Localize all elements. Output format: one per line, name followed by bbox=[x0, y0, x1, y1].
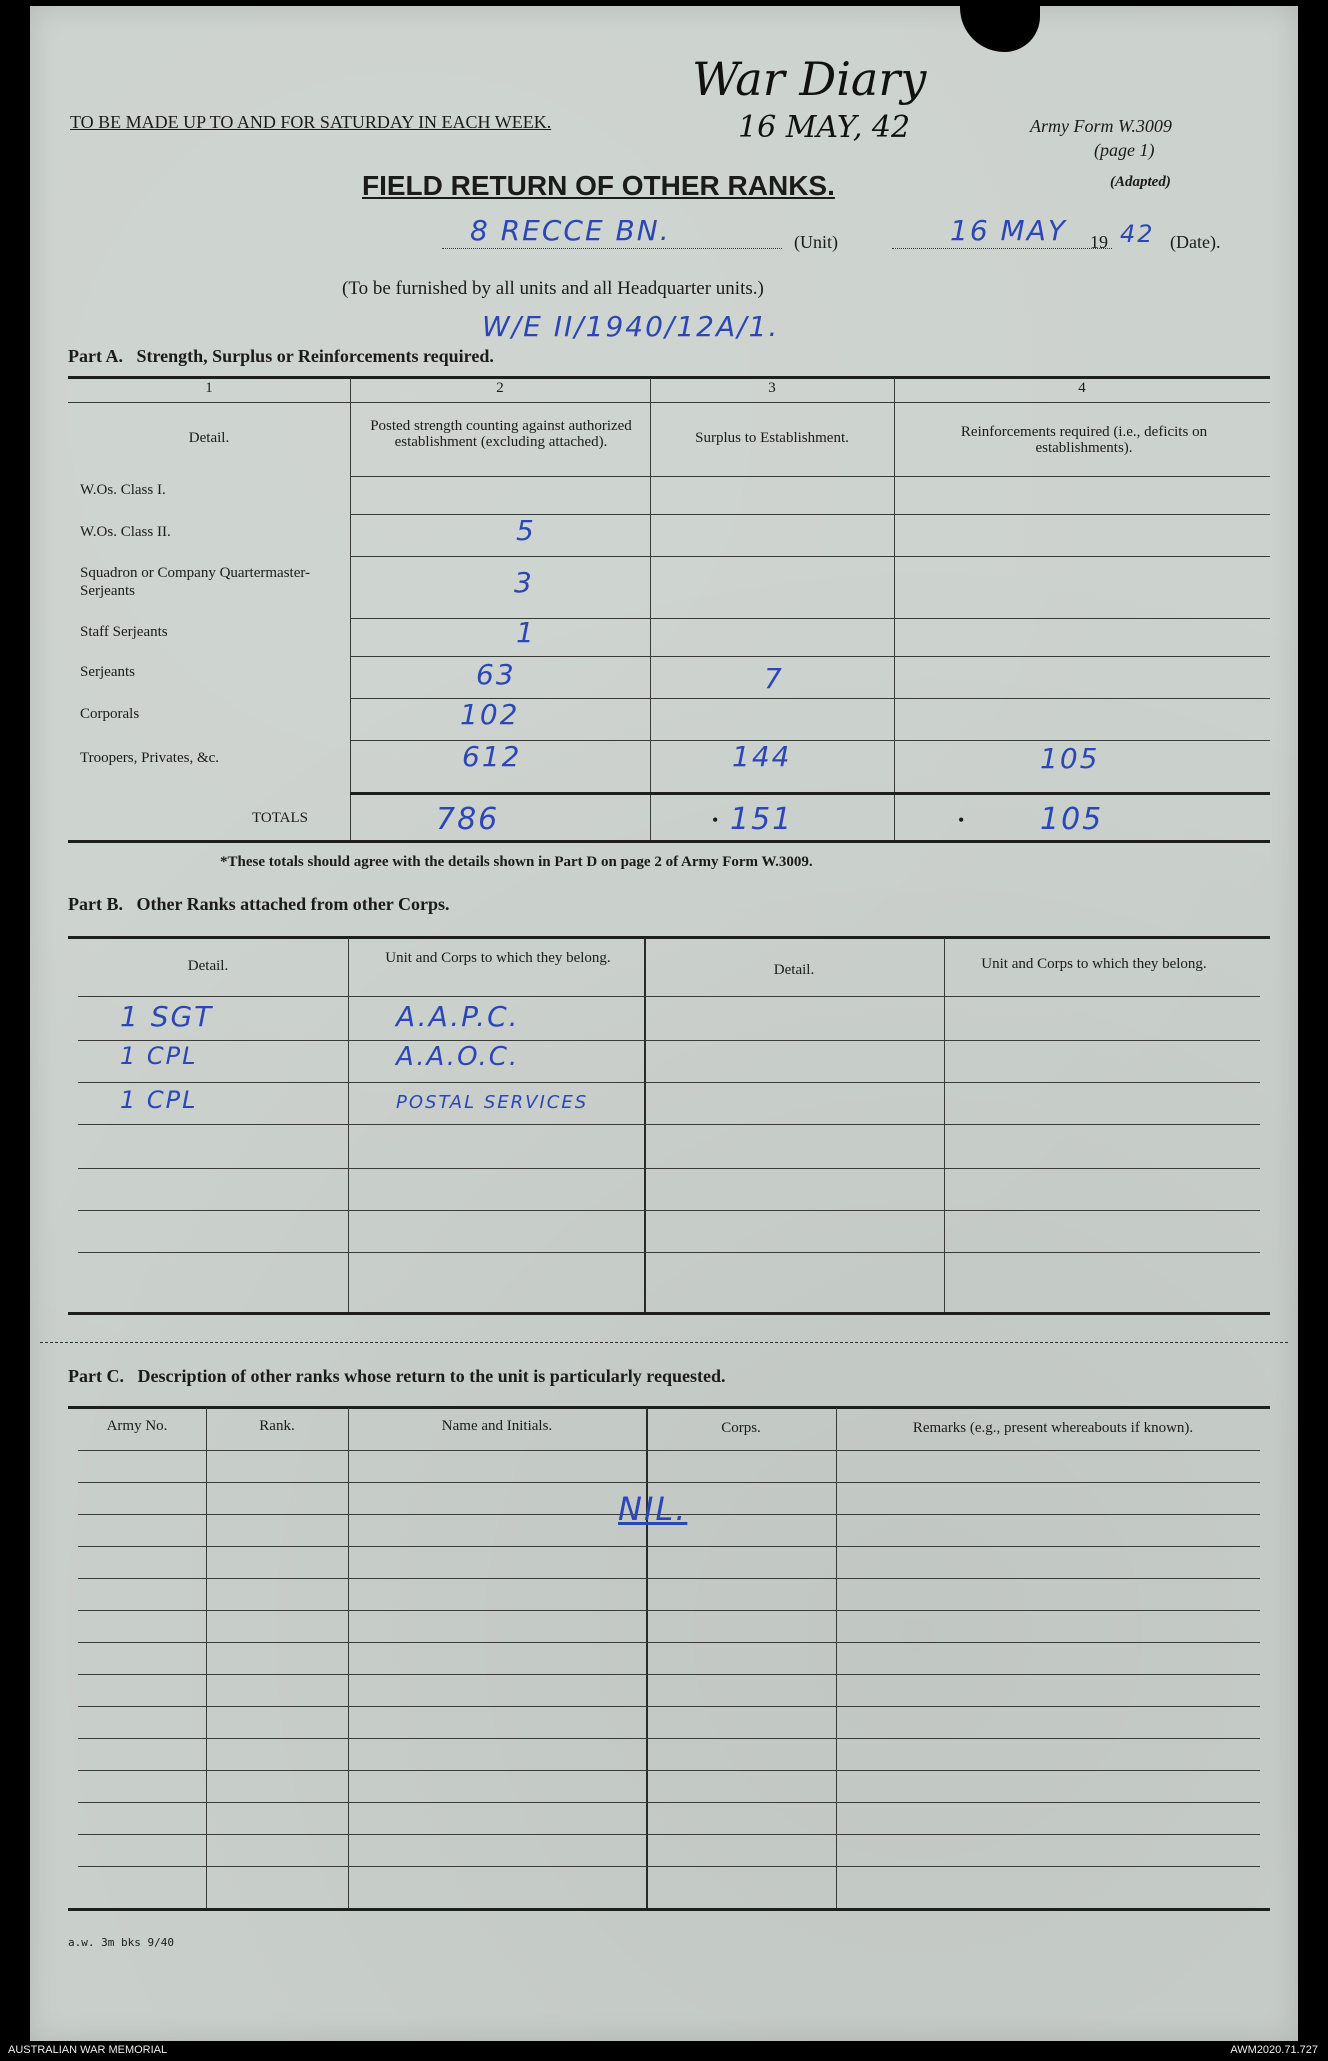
col-number-1: 1 bbox=[205, 380, 213, 396]
row-reinf-troopers: 105 bbox=[1040, 742, 1100, 775]
part-b-header-detail: Detail. bbox=[187, 958, 229, 974]
part-c-top-rule bbox=[68, 1406, 1270, 1409]
date-label: (Date). bbox=[1170, 232, 1221, 252]
totals-label: TOTALS bbox=[252, 810, 309, 826]
part-c-header-remarks: Remarks (e.g., present whereabouts if known). bbox=[912, 1420, 1194, 1436]
part-c-row-rule bbox=[78, 1866, 1260, 1867]
row-rule bbox=[350, 656, 1270, 657]
col-header-reinforcements: Reinforcements required (i.e., deficits on establishments). bbox=[960, 424, 1208, 456]
unit-value: 8 RECCE BN. bbox=[470, 214, 671, 247]
row-detail-wo1: W.Os. Class I. bbox=[80, 482, 166, 498]
part-b-row-rule bbox=[78, 1124, 1260, 1125]
part-a-col-rule bbox=[894, 378, 895, 840]
torn-corner bbox=[960, 6, 1040, 52]
we-reference: W/E II/1940/12A/1. bbox=[482, 310, 780, 343]
col-header-surplus: Surplus to Establishment. bbox=[695, 430, 849, 446]
part-b-row-rule bbox=[78, 1082, 1260, 1083]
year-value: 42 bbox=[1120, 220, 1155, 248]
part-c-row-rule bbox=[78, 1802, 1260, 1803]
totals-surplus: 151 bbox=[730, 802, 794, 837]
form-number: Army Form W.3009 bbox=[1030, 116, 1172, 136]
part-b-row-rule bbox=[78, 1210, 1260, 1211]
col-number-2: 2 bbox=[496, 380, 504, 396]
totals-reinf-bullet: • bbox=[958, 810, 965, 830]
part-c-header-rank: Rank. bbox=[259, 1418, 295, 1434]
part-c-header-corps: Corps. bbox=[721, 1420, 761, 1436]
page-number: (page 1) bbox=[1094, 140, 1155, 160]
part-c-header-name: Name and Initials. bbox=[441, 1418, 553, 1434]
part-a-col-rule bbox=[350, 378, 351, 840]
part-b-row-rule bbox=[78, 996, 1260, 997]
part-a-top-rule bbox=[68, 376, 1270, 379]
part-c-col-rule bbox=[646, 1408, 648, 1908]
form-paper bbox=[30, 6, 1298, 2041]
unit-underline bbox=[442, 248, 782, 249]
row-rule bbox=[350, 556, 1270, 557]
archive-footer bbox=[0, 2041, 1328, 2061]
row-posted-staff-sjt: 1 bbox=[516, 616, 536, 649]
part-b-header-unit: Unit and Corps to which they belong. bbox=[385, 950, 611, 966]
part-b-top-rule bbox=[68, 936, 1270, 939]
totals-posted: 786 bbox=[436, 802, 500, 837]
part-b-row-rule bbox=[78, 1252, 1260, 1253]
row-surplus-troopers: 144 bbox=[732, 740, 792, 773]
part-b-col-rule bbox=[348, 938, 349, 1312]
col-header-detail: Detail. bbox=[188, 430, 230, 446]
row-posted-wo2: 5 bbox=[516, 514, 536, 547]
print-code: a.w. 3m bks 9/40 bbox=[68, 1936, 174, 1949]
archive-name: AUSTRALIAN WAR MEMORIAL bbox=[8, 2044, 168, 2056]
part-c-row-rule bbox=[78, 1450, 1260, 1451]
part-c-row-rule bbox=[78, 1642, 1260, 1643]
part-b-header-unit-2: Unit and Corps to which they belong. bbox=[981, 956, 1207, 972]
row-surplus-serjeants: 7 bbox=[764, 662, 784, 695]
part-c-row-rule bbox=[78, 1482, 1260, 1483]
part-c-row-rule bbox=[78, 1770, 1260, 1771]
part-b-row-2-unit: A.A.O.C. bbox=[396, 1042, 520, 1072]
part-c-nil: NIL. bbox=[618, 1490, 688, 1528]
part-b-bottom-rule bbox=[68, 1312, 1270, 1315]
war-diary-annotation: War Diary bbox=[692, 52, 927, 106]
row-posted-cqms: 3 bbox=[514, 566, 534, 599]
col-header-posted: Posted strength counting against authorized establishment (excluding attached). bbox=[370, 418, 632, 450]
row-rule bbox=[350, 514, 1270, 515]
part-c-row-rule bbox=[78, 1546, 1260, 1547]
part-c-row-rule bbox=[78, 1674, 1260, 1675]
adapted-label: (Adapted) bbox=[1110, 174, 1171, 190]
part-c-bottom-rule bbox=[68, 1908, 1270, 1911]
part-b-row-3-detail: 1 CPL bbox=[120, 1086, 198, 1114]
part-b-row-1-unit: A.A.P.C. bbox=[396, 1000, 520, 1033]
date-underline bbox=[892, 248, 1112, 249]
row-rule bbox=[350, 618, 1270, 619]
part-c-col-rule bbox=[836, 1408, 837, 1908]
week-annotation: 16 MAY, 42 bbox=[738, 110, 911, 145]
part-a-col-rule bbox=[650, 378, 651, 840]
part-c-col-rule bbox=[348, 1408, 349, 1908]
totals-surplus-bullet: • bbox=[712, 810, 719, 830]
row-detail-cqms: Squadron or Company Quartermaster-Serjeants bbox=[80, 565, 311, 599]
date-value: 16 MAY bbox=[950, 214, 1067, 247]
part-a-number-rule bbox=[68, 402, 1270, 403]
part-c-row-rule bbox=[78, 1578, 1260, 1579]
totals-top-rule bbox=[350, 792, 1270, 795]
col-number-3: 3 bbox=[768, 380, 776, 396]
form-title: FIELD RETURN OF OTHER RANKS. bbox=[362, 170, 835, 201]
part-a-bottom-rule bbox=[68, 840, 1270, 843]
cut-line bbox=[40, 1342, 1288, 1343]
row-rule bbox=[350, 476, 1270, 477]
part-c-row-rule bbox=[78, 1738, 1260, 1739]
part-b-col-rule bbox=[644, 938, 646, 1312]
part-b-col-rule bbox=[944, 938, 945, 1312]
part-c-row-rule bbox=[78, 1610, 1260, 1611]
part-b-row-rule bbox=[78, 1040, 1260, 1041]
part-c-row-rule bbox=[78, 1834, 1260, 1835]
totals-reinf: 105 bbox=[1040, 802, 1104, 837]
col-number-4: 4 bbox=[1078, 380, 1086, 396]
row-detail-staff-sjt: Staff Serjeants bbox=[80, 624, 168, 640]
archive-reference: AWM2020.71.727 bbox=[1230, 2044, 1318, 2056]
furnish-note: (To be furnished by all units and all Headquarter units.) bbox=[342, 278, 764, 299]
row-posted-corporals: 102 bbox=[460, 698, 520, 731]
instruction-line: TO BE MADE UP TO AND FOR SATURDAY IN EACH WEEK. bbox=[70, 112, 552, 132]
part-c-row-rule bbox=[78, 1706, 1260, 1707]
part-b-row-2-detail: 1 CPL bbox=[120, 1042, 198, 1070]
part-c-col-rule bbox=[206, 1408, 207, 1908]
row-detail-troopers: Troopers, Privates, &c. bbox=[80, 750, 220, 766]
year-prefix: 19 bbox=[1090, 232, 1108, 252]
part-b-header-detail-2: Detail. bbox=[773, 962, 815, 978]
part-b-row-rule bbox=[78, 1168, 1260, 1169]
part-c-header-army-no: Army No. bbox=[106, 1418, 168, 1434]
part-b-row-1-detail: 1 SGT bbox=[120, 1000, 214, 1033]
row-posted-troopers: 612 bbox=[462, 740, 522, 773]
part-a-footnote: *These totals should agree with the details shown in Part D on page 2 of Army Form W.3009. bbox=[220, 854, 813, 870]
part-c-heading: Part C. Description of other ranks whose return to the unit is particularly requested. bbox=[68, 1366, 726, 1386]
row-detail-corporals: Corporals bbox=[80, 706, 140, 722]
row-posted-serjeants: 63 bbox=[476, 658, 516, 691]
part-b-heading: Part B. Other Ranks attached from other Corps. bbox=[68, 894, 450, 914]
row-detail-serjeants: Serjeants bbox=[80, 664, 135, 680]
row-detail-wo2: W.Os. Class II. bbox=[80, 524, 171, 540]
unit-label: (Unit) bbox=[794, 232, 838, 252]
part-a-heading: Part A. Strength, Surplus or Reinforcements required. bbox=[68, 346, 494, 366]
part-b-row-3-unit: POSTAL SERVICES bbox=[396, 1092, 589, 1113]
